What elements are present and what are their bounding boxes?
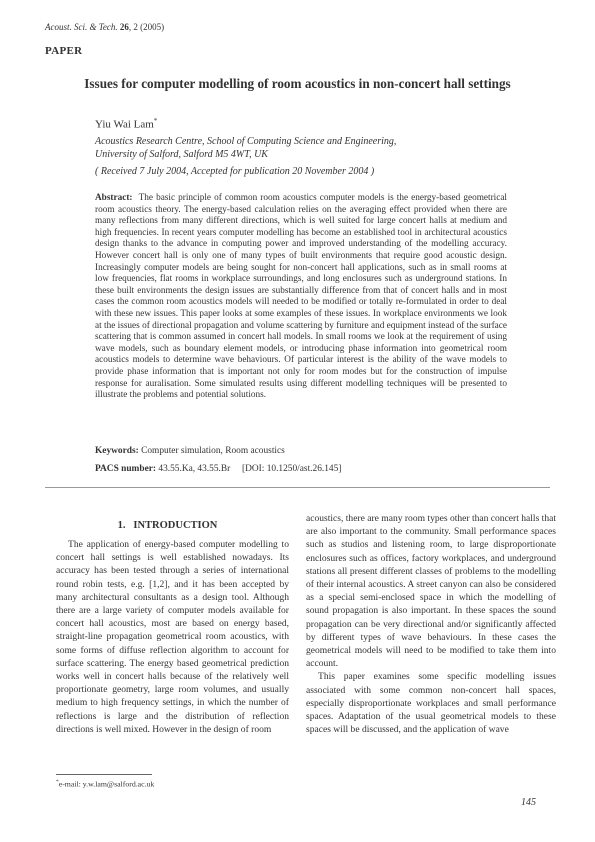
- intro-paragraph-2: This paper examines some specific modelling issues associated with some common non-concert hall spaces, especially disproportionate workplaces and small performance spaces. Adaptation of the usual geometrical models to these spaces will be discussed, and the application of wave: [306, 671, 556, 736]
- divider-rule: [45, 487, 550, 488]
- intro-paragraph-1: The application of energy-based computer modelling to concert hall settings is well established nowadays. Its accuracy has been tested through a series of international round robin tests, e.g. [1,2], and it has been accepted by many architectural consultants as a design tool. Although there are a large variety of computer models available for concert hall acoustics, most are based on energy based, straight-line propagation geometrical room acoustics, with some forms of diffuse reflection algorithm to account for surface scattering. The energy based geometrical prediction works well in concert halls because of the relatively well proportionate geometry, large room volumes, and usually medium to high frequency settings, in which the number of reflections is large and the distribution of reflection directions is well mixed. However in the design of room: [56, 539, 289, 735]
- body-column-right: [306, 512, 556, 736]
- pacs-numbers: [95, 464, 341, 474]
- pacs-label: PACS number:: [95, 464, 157, 474]
- received-dates: ( Received 7 July 2004, Accepted for publication 20 November 2004 ): [95, 166, 375, 177]
- journal-name: Acoust. Sci. & Tech.: [45, 22, 118, 32]
- footnote-rule: [56, 774, 152, 775]
- author-marker: *: [153, 117, 158, 125]
- section-heading-introduction: 1. INTRODUCTION: [117, 520, 218, 531]
- intro-paragraph-1-continued: acoustics, there are many room types other than concert halls that are also important to the community. Small performance spaces such as studios and listening room, to large disproportionate enclosures such as offices, factory workplaces, and underground stations all present different classes of problems to the modelling of their internal acoustics. A street canyon can also be considered as a special semi-enclosed space in which the modelling of sound propagation is also important. In these spaces the sound propagation can be very directional and/or significantly affected by different types of wave behaviours. In these cases the geometrical models will need to be modified to take them into account.: [306, 513, 556, 670]
- author: [95, 117, 157, 131]
- abstract-label: Abstract:: [95, 193, 133, 203]
- pacs-text: 43.55.Ka, 43.55.Br [DOI: 10.1250/ast.26.145]: [158, 464, 342, 474]
- author-name: Yiu Wai Lam: [95, 118, 154, 131]
- paper-title: Issues for computer modelling of room acoustics in non-concert hall settings: [84, 76, 511, 91]
- keywords-label: Keywords:: [95, 446, 139, 456]
- abstract-text: The basic principle of common room acoustics computer models is the energy-based geometrical room acoustics theory. The energy-based calculation relies on the averaging effect provided when there are many reflections from many different directions, which is well suited for large concert halls at medium and high frequencies. In recent years computer modelling has become an established tool in architectural acoustics design thanks to the advance in computing power and improved understanding of the modelling accuracy. However concert hall is only one of many types of built environments that require good acoustic design. Increasingly computer models are being sought for non-concert hall applications, such as in small rooms at low frequencies, flat rooms in workplace surroundings, and long enclosures such as underground stations. In these built environments the design issues are substantially difference from that of concert halls and in most cases the common room acoustics models will needed to be modified or totally re-formulated in order to deal with these new issues. This paper looks at some examples of these issues. In workplace environments we look at the issues of directional propagation and volume scattering by furniture and equipment instead of the surface scattering that is common assumed in concert hall models. In small rooms we look at the requirement of using wave models, such as boundary element models, or introducing phase information into geometrical room acoustics models to determine wave behaviours. Of particular interest is the ability of the wave models to provide phase information that is important not only for room modes but for the construction of impulse response for auralisation. Some simulated results using different modelling techniques will be presented to illustrate the problems and potential solutions.: [95, 193, 508, 401]
- keywords: [95, 446, 285, 456]
- footnote: [56, 779, 154, 789]
- body-column-left: [56, 538, 289, 736]
- footnote-marker: *: [56, 779, 59, 785]
- abstract: [95, 193, 507, 402]
- journal-header: [45, 22, 164, 32]
- journal-issue-year: , 2 (2005): [128, 22, 165, 32]
- page-number: 145: [521, 797, 536, 808]
- section-tag: PAPER: [45, 45, 83, 57]
- affiliation: [95, 135, 535, 161]
- journal-volume: 26: [119, 22, 129, 32]
- footnote-email: e-mail: y.w.lam@salford.ac.uk: [58, 779, 155, 789]
- keywords-text: Computer simulation, Room acoustics: [141, 446, 285, 456]
- affiliation-line-1: Acoustics Research Centre, School of Computing Science and Engineering,: [95, 136, 397, 147]
- affiliation-line-2: University of Salford, Salford M5 4WT, UK: [95, 149, 268, 160]
